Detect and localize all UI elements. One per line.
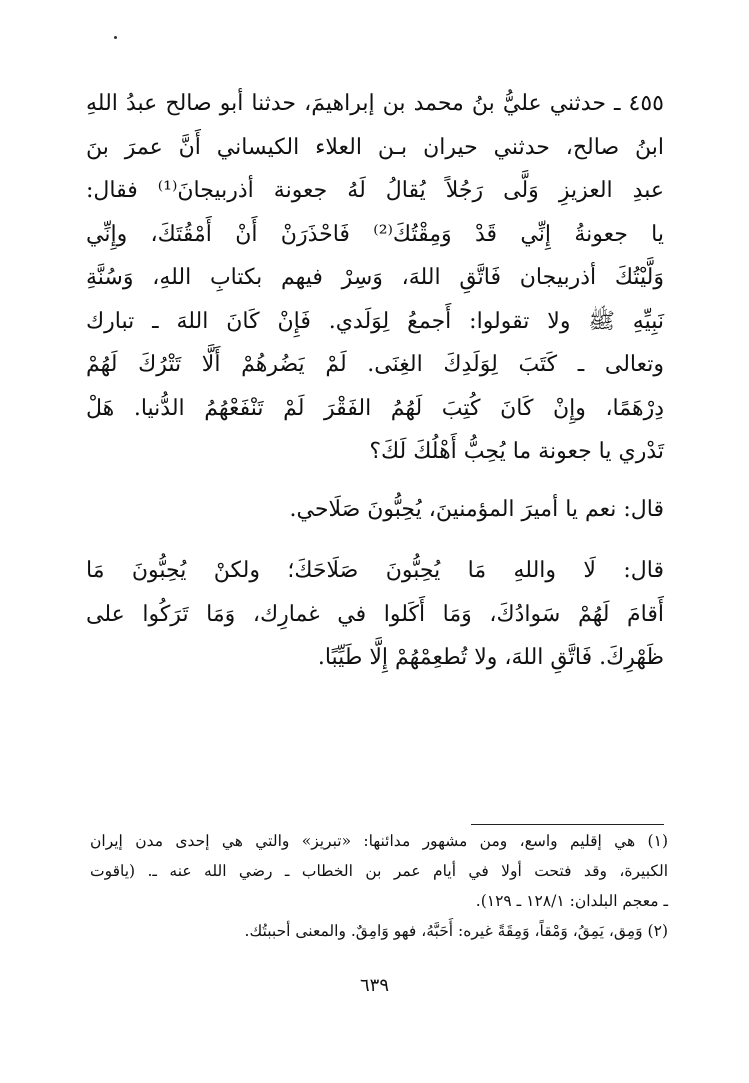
reply-line: قال: نعم يا أميرَ المؤمنينَ، يُحِبُّونَ صَلَاحي. (289, 496, 664, 522)
footnote-1-line: الكبيرة، وقد فتحت أولا في أيام عمر بن الخطاب ـ رضي الله عنه ـ. (ياقوت (90, 862, 668, 880)
footnote-1-line: (١) هي إقليم واسع، ومن مشهور مدائنها: «تبريز» والتي هي إحدى مدن إيران (90, 832, 668, 850)
footnote-separator (471, 824, 664, 825)
footnote-2: (٢) وَمِق، يَمِقُ، وَمْقاً، وَمِقَةً غيره: أَحَبَّهُ، فهو وَامِقٌ. والمعنى أحببتُك. (244, 922, 668, 940)
hadith-line: تَدْري يا جعونة ما يُحِبُّ أَهْلُكَ لَكَ؟ (369, 439, 664, 464)
hadith-line: نَبِيِّهِ ﷺ ولا تقولوا: أَجمعُ لِوَلَدي. فَإِنْ كَانَ اللهَ ـ تبارك (86, 308, 664, 334)
final-paragraph (86, 549, 664, 680)
hadith-line: ٤٥٥ ـ حدثني عليُّ بنُ محمد بن إبراهيمَ، حدثنا أبو صالح عبدُ اللهِ (86, 91, 664, 116)
hadith-line: وتعالى ـ كَتَبَ لِوَلَدِكَ الغِنَى. لَمْ يَضُرهُمْ أَلَّا تَتْرُكَ لَهُمْ (86, 352, 664, 377)
hadith-line: عبدِ العزيزِ وَلَّى رَجُلاً يُقالُ لَهُ جعونة أذربيجانَ⁽¹⁾ فقال: (86, 178, 664, 203)
hadith-line: وَلَّيْتُكَ أذربيجان فَاتَّقِ اللهَ، وَسِرْ فيهم بكتابِ اللهِ، وَسُنَّةِ (86, 265, 664, 290)
final-line: قال: لَا واللهِ مَا يُحِبُّونَ صَلَاحَكَ؛ ولكنْ يُحِبُّونَ مَا (86, 558, 664, 583)
page-number: ٦٣٩ (359, 975, 389, 996)
page-speck (114, 36, 117, 39)
footnote-1-line: ـ معجم البلدان: ١٢٨/١ ـ ١٢٩). (475, 892, 668, 910)
footnotes (90, 826, 668, 946)
final-line: ظَهْرِكَ. فَاتَّقِ اللهَ، ولا تُطعِمْهُمْ إِلَّا طَيِّبًا. (317, 645, 664, 670)
hadith-text (86, 82, 664, 680)
hadith-line: ابنُ صالح، حدثني حيران بـن العلاء الكيساني أَنَّ عمرَ بنَ (86, 134, 664, 160)
reply-paragraph (86, 488, 664, 532)
hadith-line: يا جعونةُ إِنِّي قَدْ وَمِقْتُكَ⁽²⁾ فَاحْذَرَنْ أَنْ أَمْقُتَكَ، وإِنِّي (86, 221, 664, 247)
hadith-line: دِرْهَمًا، وإِنْ كَانَ كُتِبَ لَهُمُ الفَقْرَ لَمْ تَنْفَعْهُمُ الدُّنيا. هَلْ (86, 395, 664, 421)
final-line: أَقامَ لَهُمْ سَوادُكَ، وَمَا أَكَلوا في غمارِك، وَمَا تَرَكُوا على (86, 601, 664, 627)
